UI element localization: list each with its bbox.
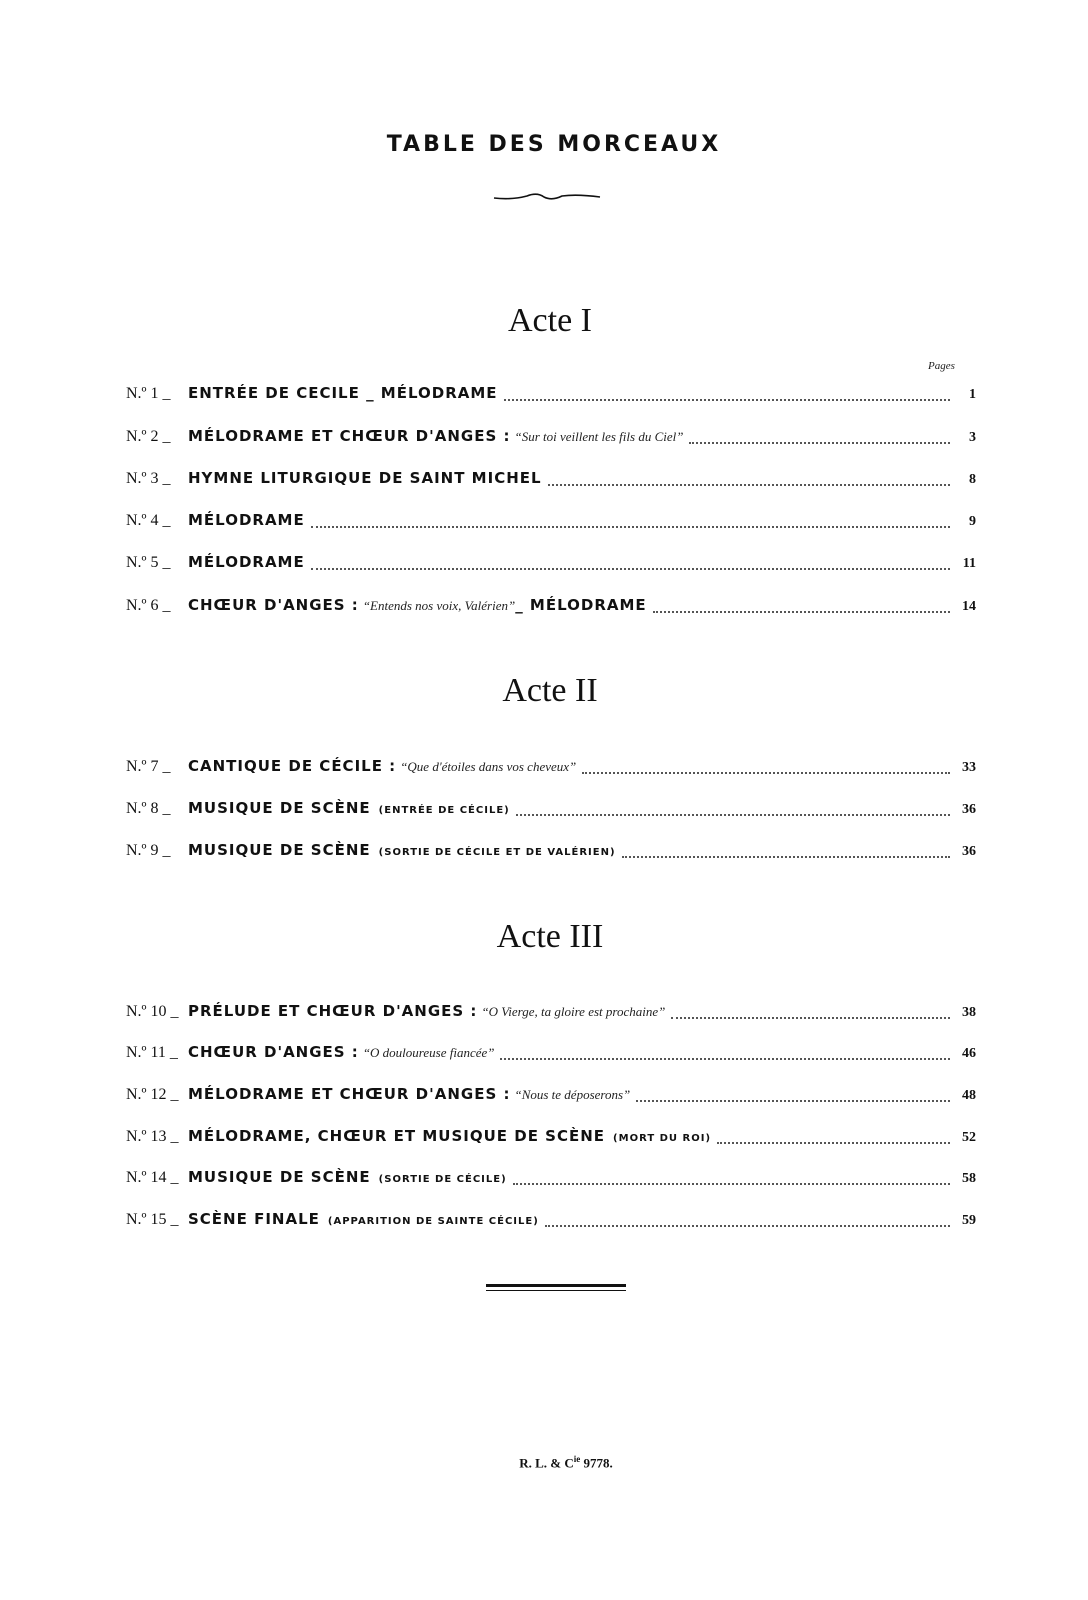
entry-number: N.º 3 _: [126, 470, 171, 487]
entry-note: (MORT DU ROI): [613, 1133, 712, 1144]
act-2-heading: Acte II: [502, 672, 598, 709]
entry-title: MUSIQUE DE SCÈNE: [188, 1168, 371, 1186]
entry-page: 3: [969, 430, 976, 445]
toc-entry-15: [126, 1210, 976, 1234]
entry-title: PRÉLUDE ET CHŒUR D'ANGES :: [188, 1002, 478, 1020]
toc-entry-13: [126, 1127, 976, 1151]
title-ornament: [492, 188, 602, 204]
entry-subtitle: “O douloureuse fiancée”: [362, 1045, 495, 1060]
toc-entry-9: [126, 841, 976, 865]
toc-entry-2: [126, 427, 976, 451]
entry-note: (ENTRÉE DE CÉCILE): [378, 805, 510, 816]
pages-column-label: Pages: [928, 360, 955, 372]
entry-page: 48: [962, 1088, 976, 1103]
act-1-heading: Acte I: [507, 302, 592, 339]
toc-entry-4: [126, 511, 976, 535]
publisher-plate-number: [0, 1454, 1088, 1471]
entry-page: 58: [962, 1171, 976, 1186]
entry-page: 46: [962, 1046, 976, 1061]
publisher-sup: ie: [573, 1454, 581, 1464]
entry-title: CHŒUR D'ANGES :: [188, 596, 359, 614]
entry-page: 33: [962, 760, 976, 775]
entry-number: N.º 1 _: [126, 385, 171, 402]
entry-page: 52: [962, 1130, 976, 1145]
entry-number: N.º 12 _: [126, 1086, 179, 1103]
entry-title: MÉLODRAME, CHŒUR ET MUSIQUE DE SCÈNE: [188, 1127, 606, 1145]
entry-title: MÉLODRAME: [188, 553, 305, 571]
entry-number: N.º 9 _: [126, 842, 171, 859]
entry-page: 36: [962, 844, 976, 859]
dot-leader: [548, 483, 950, 486]
dot-leader: [516, 813, 950, 816]
toc-entry-1: [126, 384, 976, 408]
entry-page: 1: [969, 387, 976, 402]
entry-number: N.º 10 _: [126, 1003, 179, 1020]
dot-leader: [653, 610, 950, 613]
toc-entry-11: [126, 1043, 976, 1067]
dot-leader: [622, 855, 950, 858]
entry-page: 11: [962, 556, 976, 571]
entry-title: MÉLODRAME ET CHŒUR D'ANGES :: [188, 427, 511, 445]
toc-entry-10: [126, 1002, 976, 1026]
entry-title: MÉLODRAME: [188, 511, 305, 529]
entry-number: N.º 15 _: [126, 1211, 179, 1228]
toc-entry-6: [126, 596, 976, 620]
entry-title: CHŒUR D'ANGES :: [188, 1043, 359, 1061]
entry-title: ENTRÉE DE CECILE _ MÉLODRAME: [188, 384, 498, 402]
entry-number: N.º 11 _: [126, 1044, 178, 1061]
end-rule: [486, 1284, 626, 1287]
entry-title: MUSIQUE DE SCÈNE: [188, 799, 371, 817]
entry-number: N.º 7 _: [126, 758, 171, 775]
dot-leader: [311, 567, 950, 570]
publisher-number: 9778.: [580, 1455, 613, 1471]
entry-title: CANTIQUE DE CÉCILE :: [188, 757, 397, 775]
entry-note: (SORTIE DE CÉCILE): [378, 1174, 507, 1185]
entry-number: N.º 8 _: [126, 800, 171, 817]
toc-entry-8: [126, 799, 976, 823]
entry-subtitle: “Entends nos voix, Valérien”: [362, 598, 516, 613]
entry-title: HYMNE LITURGIQUE DE SAINT MICHEL: [188, 469, 542, 487]
entry-tail: _ MÉLODRAME: [515, 596, 647, 614]
entry-number: N.º 4 _: [126, 512, 171, 529]
dot-leader: [513, 1182, 950, 1185]
entry-title: MÉLODRAME ET CHŒUR D'ANGES :: [188, 1085, 511, 1103]
toc-entry-5: [126, 553, 976, 577]
dot-leader: [689, 441, 950, 444]
entry-note: (SORTIE DE CÉCILE ET DE VALÉRIEN): [378, 847, 616, 858]
toc-entry-7: [126, 757, 976, 781]
entry-page: 36: [962, 802, 976, 817]
entry-subtitle: “Nous te déposerons”: [514, 1087, 631, 1102]
entry-note: (APPARITION DE SAINTE CÉCILE): [327, 1216, 539, 1227]
end-rule-thin: [486, 1290, 626, 1291]
entry-subtitle: “Que d'étoiles dans vos cheveux”: [400, 759, 577, 774]
toc-entry-3: [126, 469, 976, 493]
entry-title: MUSIQUE DE SCÈNE: [188, 841, 371, 859]
dot-leader: [582, 771, 950, 774]
page-title: TABLE DES MORCEAUX: [386, 132, 722, 157]
entry-subtitle: “O Vierge, ta gloire est prochaine”: [481, 1004, 666, 1019]
dot-leader: [636, 1099, 950, 1102]
publisher-prefix: R. L. & C: [519, 1455, 574, 1471]
toc-entry-12: [126, 1085, 976, 1109]
entry-page: 59: [962, 1213, 976, 1228]
entry-number: N.º 5 _: [126, 554, 171, 571]
dot-leader: [717, 1141, 950, 1144]
entry-number: N.º 6 _: [126, 597, 171, 614]
entry-page: 14: [962, 599, 976, 614]
dot-leader: [504, 398, 950, 401]
toc-entry-14: [126, 1168, 976, 1192]
entry-page: 38: [962, 1005, 976, 1020]
entry-number: N.º 2 _: [126, 428, 171, 445]
entry-page: 9: [969, 514, 976, 529]
dot-leader: [500, 1057, 950, 1060]
dot-leader: [671, 1016, 950, 1019]
dot-leader: [311, 525, 950, 528]
dot-leader: [545, 1224, 950, 1227]
entry-subtitle: “Sur toi veillent les fils du Ciel”: [514, 429, 684, 444]
act-3-heading: Acte III: [496, 918, 604, 955]
entry-title: SCÈNE FINALE: [188, 1210, 320, 1228]
entry-number: N.º 13 _: [126, 1128, 179, 1145]
entry-page: 8: [969, 472, 976, 487]
entry-number: N.º 14 _: [126, 1169, 179, 1186]
